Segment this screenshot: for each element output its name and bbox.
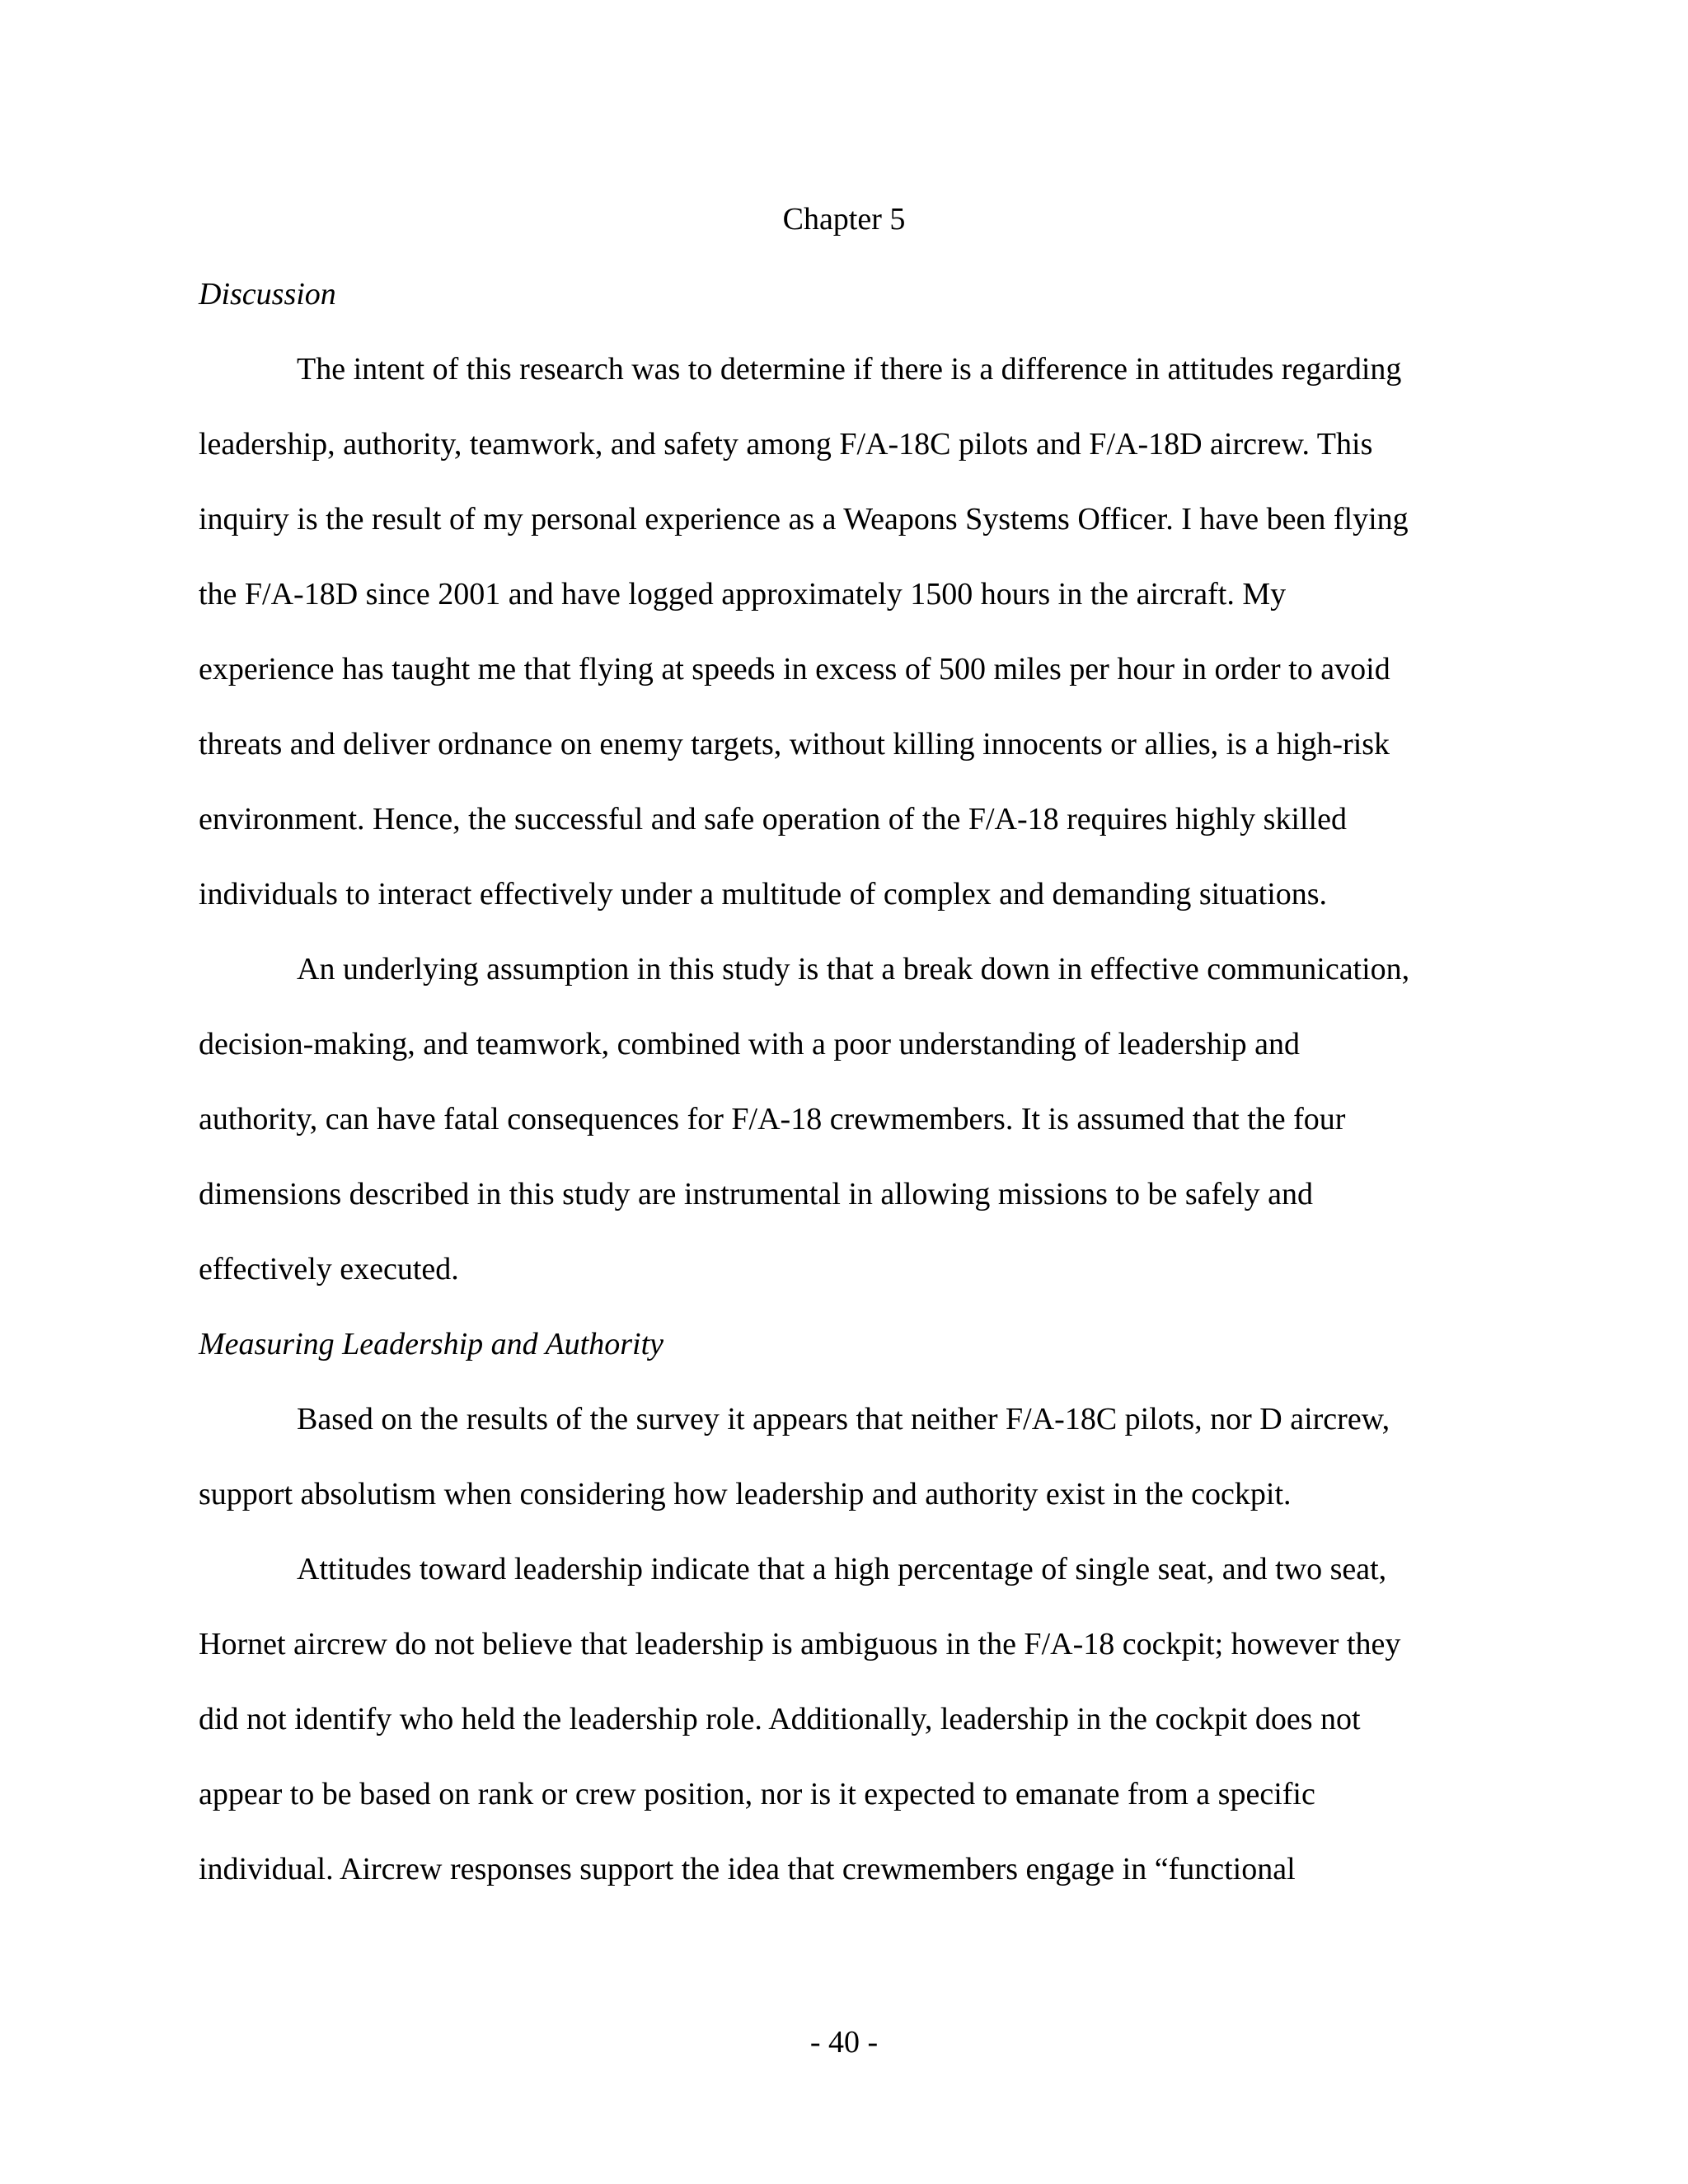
paragraph-line: leadership, authority, teamwork, and safety among F/A-18C pilots and F/A-18D aircrew. This [199,427,1373,462]
paragraph-line: appear to be based on rank or crew position, nor is it expected to emanate from a specific [199,1777,1315,1811]
paragraph-line: effectively executed. [199,1252,459,1286]
section-heading: Measuring Leadership and Authority [199,1327,664,1361]
paragraph-line: decision-making, and teamwork, combined with a poor understanding of leadership and [199,1027,1300,1062]
paragraph-line: threats and deliver ordnance on enemy targets, without killing innocents or allies, is a high-risk [199,727,1390,762]
paragraph-line: individual. Aircrew responses support the idea that crewmembers engage in “functional [199,1852,1296,1886]
paragraph-line: individuals to interact effectively under a multitude of complex and demanding situations. [199,877,1328,912]
paragraph-line: inquiry is the result of my personal experience as a Weapons Systems Officer. I have been flying [199,502,1409,537]
paragraph-line: authority, can have fatal consequences for F/A-18 crewmembers. It is assumed that the four [199,1102,1346,1137]
paragraph-line: Based on the results of the survey it appears that neither F/A-18C pilots, nor D aircrew, [297,1402,1390,1436]
paragraph-line: Attitudes toward leadership indicate that a high percentage of single seat, and two seat, [297,1552,1387,1586]
paragraph-line: The intent of this research was to determine if there is a difference in attitudes regarding [297,352,1402,387]
paragraph-line: Hornet aircrew do not believe that leadership is ambiguous in the F/A-18 cockpit; however they [199,1627,1401,1661]
paragraph-line: experience has taught me that flying at speeds in excess of 500 miles per hour in order to avoid [199,652,1390,687]
chapter-title: Chapter 5 [782,202,906,237]
paragraph-line: the F/A-18D since 2001 and have logged approximately 1500 hours in the aircraft. My [199,577,1287,612]
page-number: - 40 - [809,2025,879,2060]
paragraph-line: dimensions described in this study are instrumental in allowing missions to be safely and [199,1177,1313,1212]
section-heading: Discussion [199,277,336,312]
paragraph-line: support absolutism when considering how leadership and authority exist in the cockpit. [199,1477,1292,1511]
paragraph-line: An underlying assumption in this study is that a break down in effective communication, [297,952,1410,987]
paragraph-line: environment. Hence, the successful and safe operation of the F/A-18 requires highly skilled [199,802,1347,837]
paragraph-line: did not identify who held the leadership role. Additionally, leadership in the cockpit does not [199,1702,1361,1736]
